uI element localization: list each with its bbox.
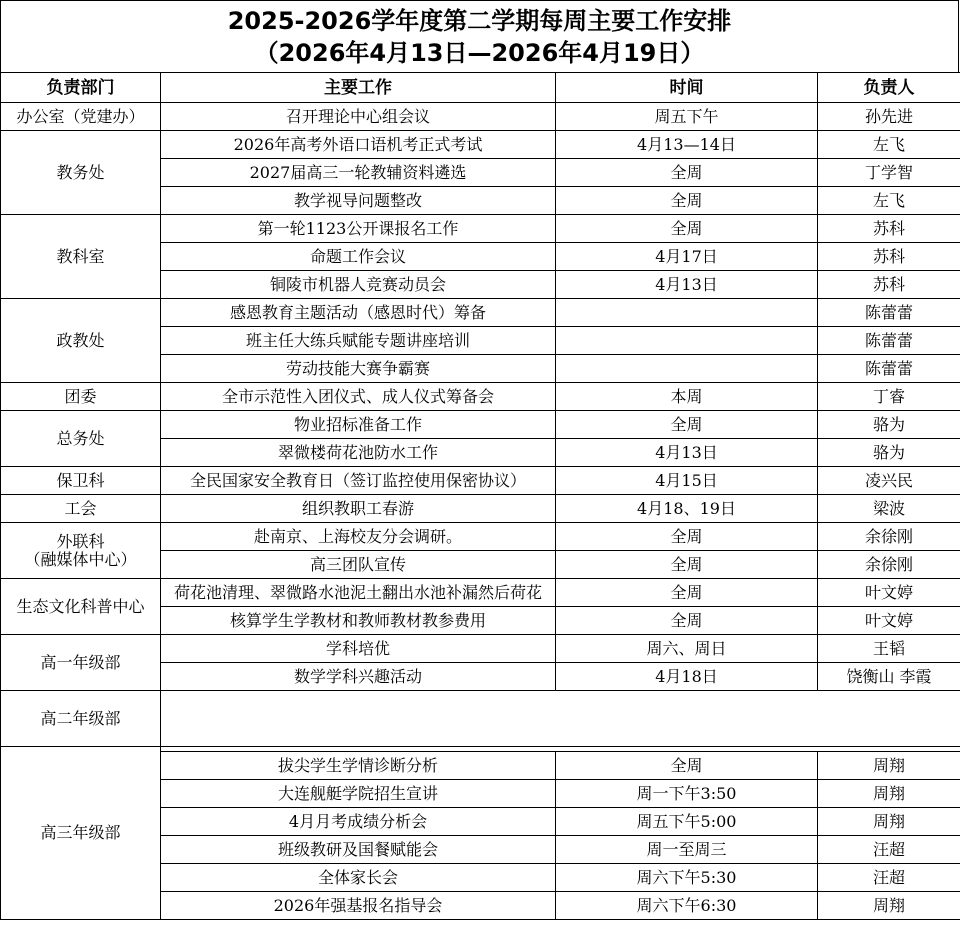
owner-cell: 苏科: [818, 271, 960, 299]
owner-cell: 王韬: [818, 635, 960, 663]
title-box: [0, 0, 959, 72]
table-row: [1, 467, 960, 495]
header-dept: 负责部门: [1, 73, 161, 103]
owner-cell: 陈蕾蕾: [818, 355, 960, 383]
page-title: 2025-2026学年度第二学期每周主要工作安排: [227, 7, 732, 35]
owner-cell: 凌兴民: [818, 467, 960, 495]
time-cell: [556, 299, 818, 327]
time-cell: 全周: [556, 752, 818, 780]
dept-cell: 教务处: [1, 131, 161, 215]
time-cell: 周一下午3:50: [556, 780, 818, 808]
owner-cell: 左飞: [818, 187, 960, 215]
task-cell: 数学学科兴趣活动: [161, 663, 556, 691]
owner-cell: 饶衡山 李霞: [818, 663, 960, 691]
owner-cell: 周翔: [818, 752, 960, 780]
time-cell: 周六下午5:30: [556, 864, 818, 892]
dept-cell: 保卫科: [1, 467, 161, 495]
time-cell: 周一至周三: [556, 836, 818, 864]
dept-cell: 总务处: [1, 411, 161, 467]
table-row: [1, 103, 960, 131]
owner-cell: 骆为: [818, 411, 960, 439]
date-range-subtitle: （2026年4月13日—2026年4月19日）: [254, 39, 705, 67]
task-cell: 班主任大练兵赋能专题讲座培训: [161, 327, 556, 355]
owner-cell: 左飞: [818, 131, 960, 159]
table-row: [1, 579, 960, 607]
time-cell: 全周: [556, 607, 818, 635]
table-row: [1, 383, 960, 411]
time-cell: 全周: [556, 523, 818, 551]
task-cell: 组织教职工春游: [161, 495, 556, 523]
time-cell: 周六下午6:30: [556, 892, 818, 920]
dept-cell: 高二年级部: [1, 691, 161, 747]
table-row: [1, 411, 960, 439]
owner-cell: 苏科: [818, 215, 960, 243]
owner-cell: 苏科: [818, 243, 960, 271]
time-cell: [556, 355, 818, 383]
dept-cell: 办公室（党建办）: [1, 103, 161, 131]
table-row: [1, 635, 960, 663]
empty-cell: [161, 691, 960, 747]
time-cell: 周五下午: [556, 103, 818, 131]
time-cell: 4月18、19日: [556, 495, 818, 523]
owner-cell: 丁学智: [818, 159, 960, 187]
dept-cell: 教科室: [1, 215, 161, 299]
task-cell: 2026年高考外语口语机考正式考试: [161, 131, 556, 159]
header-time: 时间: [556, 73, 818, 103]
time-cell: 全周: [556, 159, 818, 187]
task-cell: 教学视导问题整改: [161, 187, 556, 215]
task-cell: 荷花池清理、翠微路水池泥土翻出水池补漏然后荷花: [161, 579, 556, 607]
header-task: 主要工作: [161, 73, 556, 103]
task-cell: 核算学生学教材和教师教材教参费用: [161, 607, 556, 635]
table-row: [1, 495, 960, 523]
owner-cell: 余徐刚: [818, 523, 960, 551]
time-cell: 全周: [556, 215, 818, 243]
owner-cell: 孙先进: [818, 103, 960, 131]
dept-cell: 高三年级部: [1, 747, 161, 920]
table-row: [1, 215, 960, 243]
dept-cell: 生态文化科普中心: [1, 579, 161, 635]
owner-cell: 叶文婷: [818, 607, 960, 635]
dept-cell: 政教处: [1, 299, 161, 383]
dept-cell: 高一年级部: [1, 635, 161, 691]
dept-cell: [1, 523, 161, 579]
table-row: [1, 523, 960, 551]
owner-cell: 梁波: [818, 495, 960, 523]
time-cell: 全周: [556, 579, 818, 607]
table-row: [1, 691, 960, 747]
time-cell: 周六、周日: [556, 635, 818, 663]
time-cell: 全周: [556, 187, 818, 215]
task-cell: 第一轮1123公开课报名工作: [161, 215, 556, 243]
time-cell: 全周: [556, 411, 818, 439]
task-cell: 班级教研及国餐赋能会: [161, 836, 556, 864]
owner-cell: 余徐刚: [818, 551, 960, 579]
table-row: [1, 299, 960, 327]
task-cell: 物业招标准备工作: [161, 411, 556, 439]
table-row: [1, 131, 960, 159]
owner-cell: 叶文婷: [818, 579, 960, 607]
task-cell: 召开理论中心组会议: [161, 103, 556, 131]
task-cell: 命题工作会议: [161, 243, 556, 271]
task-cell: 全民国家安全教育日（签订监控使用保密协议）: [161, 467, 556, 495]
dept-cell: 团委: [1, 383, 161, 411]
owner-cell: 陈蕾蕾: [818, 327, 960, 355]
time-cell: 4月13日: [556, 271, 818, 299]
task-cell: 感恩教育主题活动（感恩时代）筹备: [161, 299, 556, 327]
task-cell: 全体家长会: [161, 864, 556, 892]
time-cell: 4月18日: [556, 663, 818, 691]
header-owner: 负责人: [818, 73, 960, 103]
dept-name-line2: （融媒体中心）: [24, 549, 137, 569]
dept-name-line1: 外联科: [56, 531, 105, 551]
task-cell: 赴南京、上海校友分会调研。: [161, 523, 556, 551]
task-cell: 拔尖学生学情诊断分析: [161, 752, 556, 780]
task-cell: 劳动技能大赛争霸赛: [161, 355, 556, 383]
task-cell: 学科培优: [161, 635, 556, 663]
time-cell: 全周: [556, 551, 818, 579]
owner-cell: 周翔: [818, 808, 960, 836]
time-cell: 4月15日: [556, 467, 818, 495]
task-cell: 铜陵市机器人竞赛动员会: [161, 271, 556, 299]
owner-cell: 周翔: [818, 780, 960, 808]
schedule-table: [0, 72, 960, 920]
time-cell: [556, 327, 818, 355]
owner-cell: 丁睿: [818, 383, 960, 411]
owner-cell: 周翔: [818, 892, 960, 920]
time-cell: 4月17日: [556, 243, 818, 271]
header-row: [1, 73, 960, 103]
time-cell: 周五下午5:00: [556, 808, 818, 836]
owner-cell: 汪超: [818, 864, 960, 892]
dept-cell: 工会: [1, 495, 161, 523]
task-cell: 2026年强基报名指导会: [161, 892, 556, 920]
owner-cell: 汪超: [818, 836, 960, 864]
time-cell: 本周: [556, 383, 818, 411]
time-cell: 4月13日: [556, 439, 818, 467]
owner-cell: 骆为: [818, 439, 960, 467]
task-cell: 全市示范性入团仪式、成人仪式筹备会: [161, 383, 556, 411]
task-cell: 大连舰艇学院招生宣讲: [161, 780, 556, 808]
owner-cell: 陈蕾蕾: [818, 299, 960, 327]
task-cell: 高三团队宣传: [161, 551, 556, 579]
task-cell: 4月月考成绩分析会: [161, 808, 556, 836]
task-cell: 2027届高三一轮教辅资料遴选: [161, 159, 556, 187]
time-cell: 4月13—14日: [556, 131, 818, 159]
task-cell: 翠微楼荷花池防水工作: [161, 439, 556, 467]
